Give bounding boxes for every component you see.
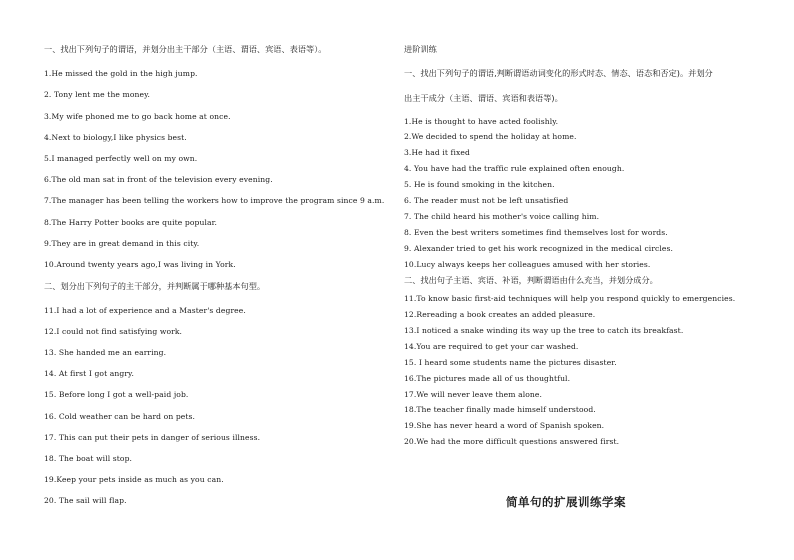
exercise-item: 18.The teacher finally made himself understood. (404, 405, 596, 414)
exercise-item: 16.The pictures made all of us thoughtful. (404, 374, 571, 383)
exercise-item: 7. The child heard his mother's voice calling him. (404, 212, 600, 221)
exercise-item: 8. Even the best writers sometimes find themselves lost for words. (404, 228, 668, 237)
exercise-item: 9. Alexander tried to get his work recognized in the medical circles. (404, 244, 674, 253)
exercise-item: 2.We decided to spend the holiday at home. (404, 132, 577, 141)
exercise-item: 14.You are required to get your car washed. (404, 342, 579, 351)
section-heading-2: 二、划分出下列句子的主干部分，并判断属于哪种基本句型。 (44, 281, 266, 291)
exercise-item: 13. She handed me an earring. (44, 348, 167, 357)
exercise-item: 4. You have had the traffic rule explained often enough. (404, 164, 625, 173)
exercise-item: 6.The old man sat in front of the television every evening. (44, 175, 273, 184)
exercise-item: 9.They are in great demand in this city. (44, 239, 200, 248)
exercise-item: 8.The Harry Potter books are quite popular. (44, 218, 218, 227)
exercise-item: 5. He is found smoking in the kitchen. (404, 180, 555, 189)
document-title: 简单句的扩展训练学案 (506, 495, 626, 509)
exercise-item: 2. Tony lent me the money. (44, 90, 150, 99)
section-heading-1: 一、找出下列句子的谓语，并划分出主干部分（主语、谓语、宾语、表语等）。 (44, 44, 327, 54)
section-heading-2: 二、找出句子主语、宾语、补语，判断谓语由什么充当，并划分成分。 (404, 275, 658, 285)
section-heading-1: 一、找出下列句子的谓语,判断谓语动词变化的形式时态、情态、语态和否定)。并划分 (404, 68, 713, 78)
exercise-item: 10.Lucy always keeps her colleagues amused with her stories. (404, 260, 651, 269)
exercise-item: 20.We had the more difficult questions answered first. (404, 437, 620, 446)
exercise-item: 12.I could not find satisfying work. (44, 327, 183, 336)
exercise-item: 5.I managed perfectly well on my own. (44, 154, 198, 163)
exercise-item: 15. I heard some students name the pictures disaster. (404, 358, 617, 367)
exercise-item: 13.I noticed a snake winding its way up the tree to catch its breakfast. (404, 326, 684, 335)
exercise-item: 16. Cold weather can be hard on pets. (44, 412, 196, 421)
exercise-item: 18. The boat will stop. (44, 454, 133, 463)
exercise-item: 10.Around twenty years ago,I was living in York. (44, 260, 236, 269)
exercise-item: 3.He had it fixed (404, 148, 470, 157)
exercise-item: 17.We will never leave them alone. (404, 390, 543, 399)
exercise-item: 20. The sail will flap. (44, 496, 127, 505)
exercise-item: 14. At first I got angry. (44, 369, 134, 378)
exercise-item: 19.Keep your pets inside as much as you can. (44, 475, 224, 484)
exercise-item: 7.The manager has been telling the workers how to improve the program since 9 a.m. (44, 196, 385, 205)
exercise-item: 17. This can put their pets in danger of serious illness. (44, 433, 261, 442)
exercise-item: 12.Rereading a book creates an added pleasure. (404, 310, 596, 319)
exercise-item: 11.I had a lot of experience and a Master's degree. (44, 306, 246, 315)
exercise-item: 1.He is thought to have acted foolishly. (404, 117, 559, 126)
advanced-training-label: 进阶训练 (404, 44, 437, 54)
exercise-item: 6. The reader must not be left unsatisfied (404, 196, 569, 205)
exercise-item: 11.To know basic first-aid techniques will help you respond quickly to emergencies. (404, 294, 736, 303)
exercise-item: 4.Next to biology,I like physics best. (44, 133, 187, 142)
section-heading-1-continued: 出主干成分（主语、谓语、宾语和表语等)。 (404, 93, 563, 103)
exercise-item: 15. Before long I got a well-paid job. (44, 390, 189, 399)
exercise-item: 3.My wife phoned me to go back home at once. (44, 112, 231, 121)
exercise-item: 1.He missed the gold in the high jump. (44, 69, 198, 78)
exercise-item: 19.She has never heard a word of Spanish spoken. (404, 421, 605, 430)
